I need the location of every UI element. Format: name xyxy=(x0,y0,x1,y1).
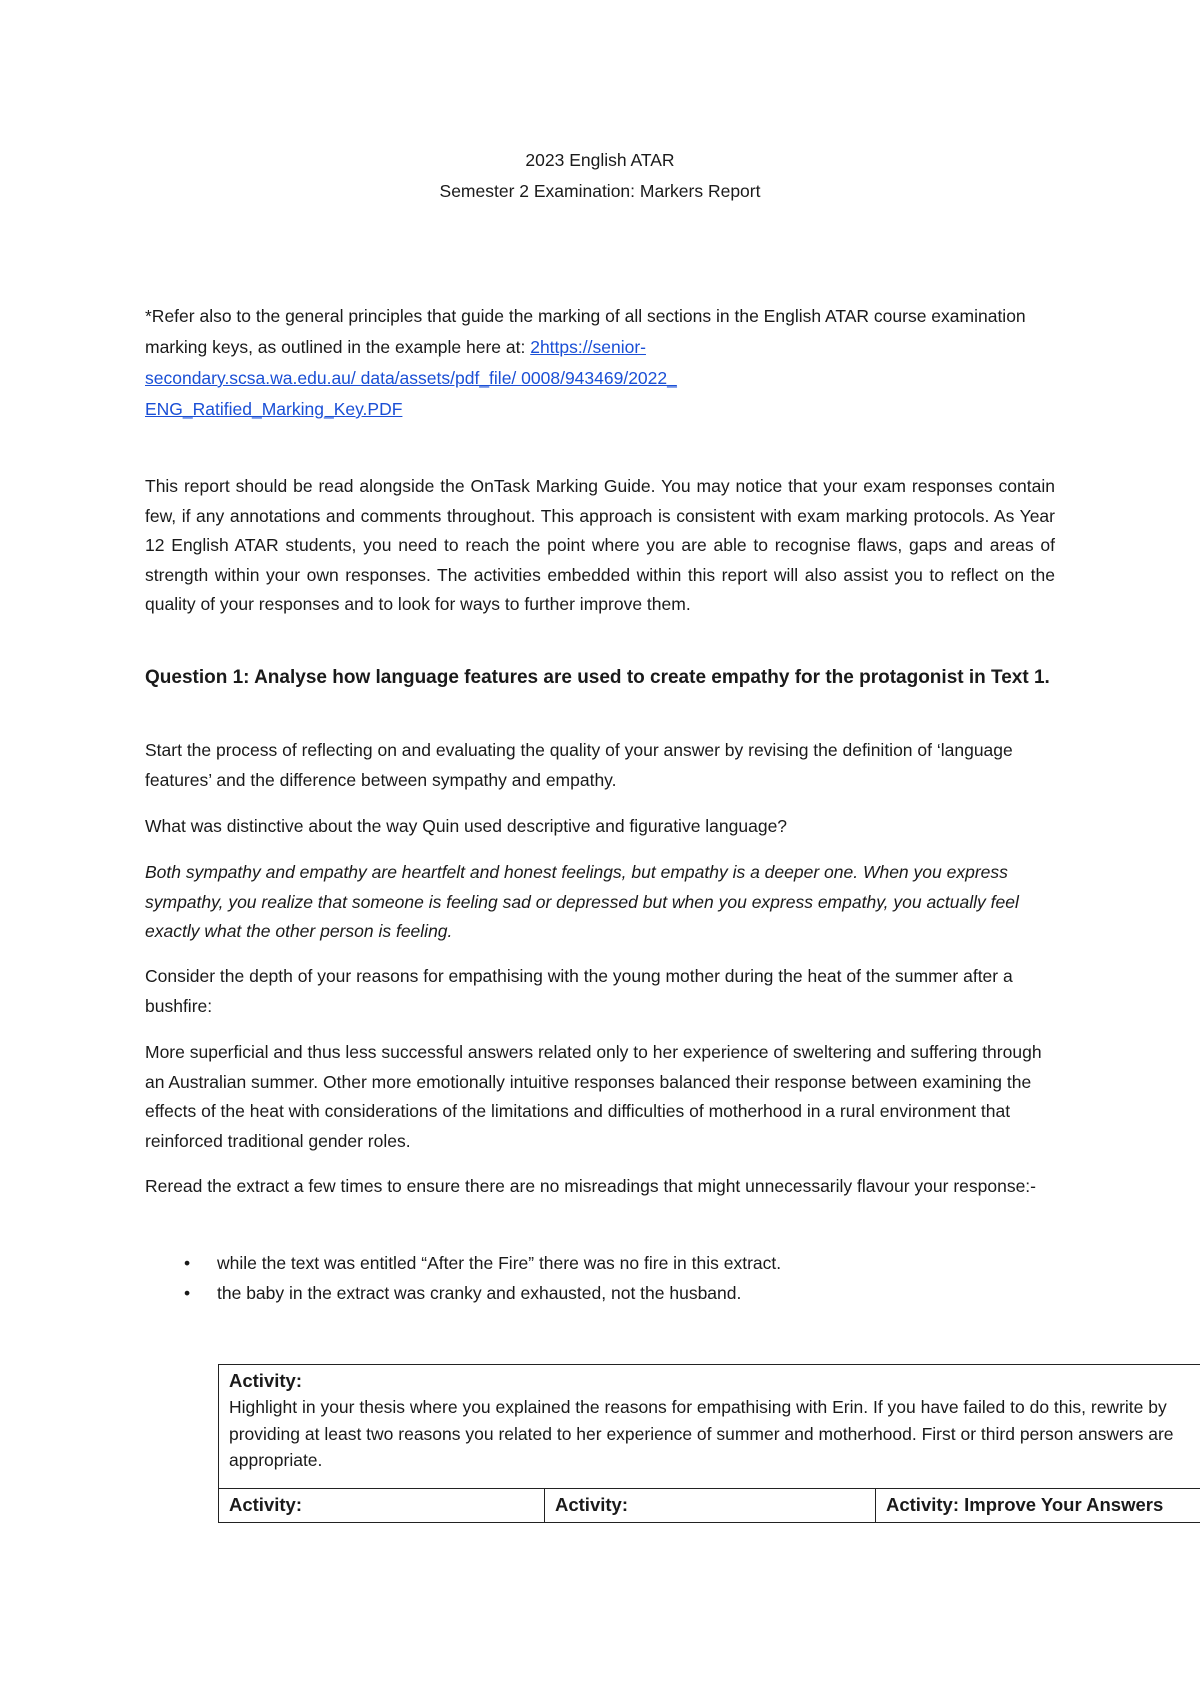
activity-table xyxy=(218,1364,1200,1523)
activity-instructions: Highlight in your thesis where you explained the reasons for empathising with Erin. If you have failed to do this, rewrite by providing at least two reasons you related to her experience of summer and motherhood. First or third person answers are appropriate. xyxy=(229,1397,1174,1470)
question-1-paragraph-2: What was distinctive about the way Quin used descriptive and figurative language? xyxy=(145,816,788,836)
activity-column-2: Activity: xyxy=(545,1488,876,1522)
list-item xyxy=(145,1248,1045,1278)
document-header xyxy=(0,145,1200,207)
activity-title: Activity: xyxy=(229,1370,302,1391)
misreadings-list xyxy=(145,1248,1045,1308)
table-row xyxy=(219,1488,1200,1522)
marking-key-link-part3[interactable]: ENG_Ratified_Marking_Key.PDF xyxy=(145,399,403,419)
bullet-icon: • xyxy=(184,1253,191,1273)
empathy-definition: Both sympathy and empathy are heartfelt and honest feelings, but empathy is a deeper one. When you express sympathy, you realize that someone is feeling sad or depressed but when you express empathy, you actually feel exactly what the other person is feeling. xyxy=(145,862,1019,941)
bullet-icon: • xyxy=(184,1283,191,1303)
table-row xyxy=(219,1365,1200,1489)
intro-paragraph: This report should be read alongside the OnTask Marking Guide. You may notice that your exam responses contain few, if any annotations and comments throughout. This approach is consistent with exam marking protocols. As Year 12 English ATAR students, you need to reach the point where you are able to recognise flaws, gaps and areas of strength within your own responses. The activities embedded within this report will also assist you to reflect on the quality of your responses and to look for ways to further improve them. xyxy=(145,476,1055,614)
question-1-paragraph-4: Consider the depth of your reasons for empathising with the young mother during the heat of the summer after a bushfire: xyxy=(145,966,1013,1016)
header-report-title: Semester 2 Examination: Markers Report xyxy=(439,181,761,201)
question-1-paragraph-1: Start the process of reflecting on and evaluating the quality of your answer by revising the definition of ‘language features’ and the difference between sympathy and empathy. xyxy=(145,740,1013,790)
list-item-text: while the text was entitled “After the Fire” there was no fire in this extract. xyxy=(217,1253,782,1273)
activity-column-3: Activity: Improve Your Answers xyxy=(876,1488,1200,1522)
activity-main-cell xyxy=(219,1365,1200,1489)
marking-key-note xyxy=(145,301,1065,425)
list-item xyxy=(145,1278,1045,1308)
list-item-text: the baby in the extract was cranky and exhausted, not the husband. xyxy=(217,1283,742,1303)
question-1-heading: Question 1: Analyse how language features are used to create empathy for the protagonist in Text 1. xyxy=(145,667,1050,688)
header-course-title: 2023 English ATAR xyxy=(525,150,675,170)
question-1-paragraph-6: Reread the extract a few times to ensure there are no misreadings that might unnecessarily flavour your response:- xyxy=(145,1176,1036,1196)
activity-column-1: Activity: xyxy=(219,1488,545,1522)
question-1-paragraph-5: More superficial and thus less successful answers related only to her experience of sweltering and suffering through an Australian summer. Other more emotionally intuitive responses balanced their response between examining the effects of the heat with considerations of the limitations and difficulties of motherhood in a rural environment that reinforced traditional gender roles. xyxy=(145,1042,1042,1151)
marking-key-link-part1[interactable]: 2https://senior- xyxy=(530,337,646,357)
marking-key-link-part2[interactable]: secondary.scsa.wa.edu.au/ data/assets/pdf_file/ 0008/943469/2022_ xyxy=(145,368,677,388)
note-text: *Refer also to the general principles that guide the marking of all sections in the English ATAR course examination marking keys, as outlined in the example here at: xyxy=(145,306,1026,357)
